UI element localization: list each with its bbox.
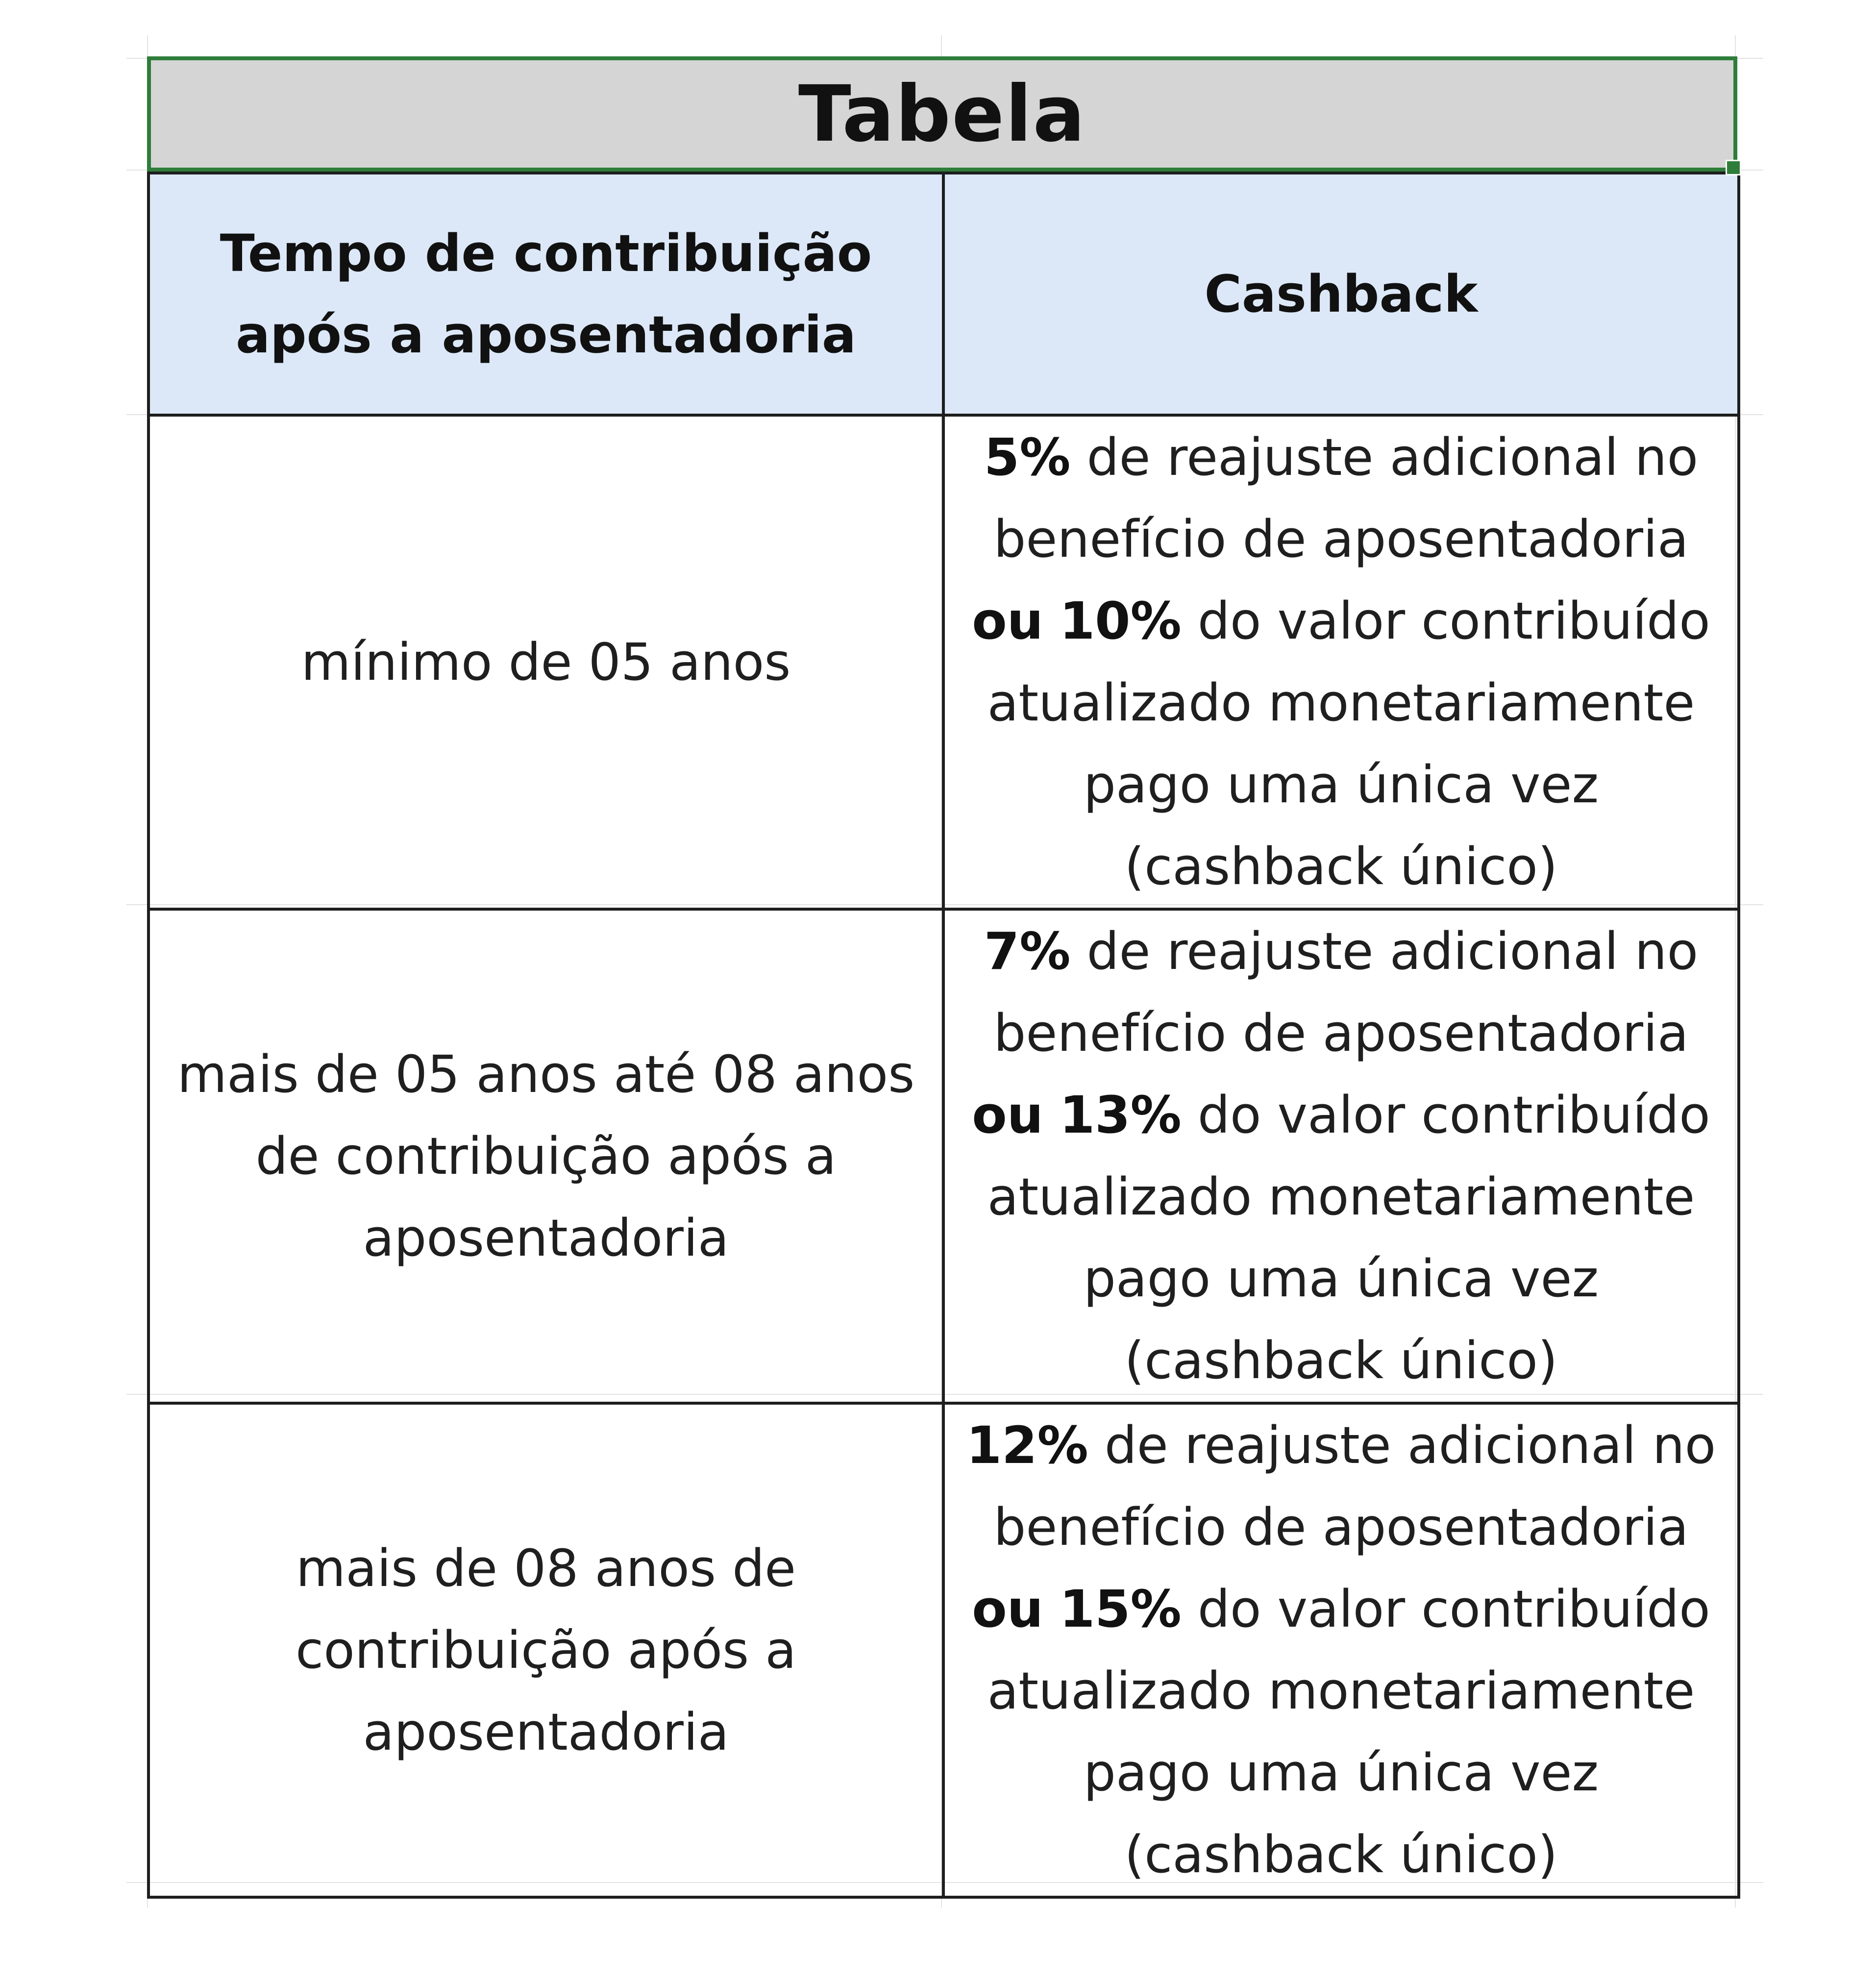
fill-handle[interactable] [1726, 160, 1741, 175]
pct-valor: 13% [1059, 1085, 1182, 1145]
pct-valor: 10% [1059, 591, 1182, 651]
cashback-table [147, 172, 1740, 1899]
connector-ou: ou [972, 1579, 1043, 1639]
cell-cashback[interactable] [943, 1403, 1739, 1897]
header-cell-cashback[interactable]: Cashback [943, 173, 1739, 415]
text-valor: do valor contribuído atualizado monetariamente pago uma única vez (cashback único) [987, 591, 1710, 896]
cell-cashback[interactable] [943, 909, 1739, 1403]
pct-reajuste: 5% [984, 427, 1071, 487]
connector-ou: ou [972, 1085, 1043, 1145]
table-row [148, 909, 1739, 1403]
pct-valor: 15% [1059, 1579, 1182, 1639]
connector-ou: ou [972, 591, 1043, 651]
table-row [148, 1403, 1739, 1897]
spreadsheet-table [147, 56, 1737, 1899]
table-title: Tabela [798, 69, 1086, 159]
text-reajuste: de reajuste adicional no benefício de aposentadoria [993, 921, 1699, 1063]
title-cell[interactable] [147, 56, 1737, 172]
text-valor: do valor contribuído atualizado monetariamente pago uma única vez (cashback único) [987, 1579, 1710, 1884]
text-reajuste: de reajuste adicional no benefício de aposentadoria [993, 1415, 1716, 1557]
pct-reajuste: 7% [984, 921, 1071, 981]
header-row [148, 173, 1739, 415]
cell-cashback[interactable] [943, 415, 1739, 909]
pct-reajuste: 12% [966, 1415, 1088, 1475]
text-reajuste: de reajuste adicional no benefício de aposentadoria [993, 427, 1699, 569]
cell-time[interactable]: mais de 05 anos até 08 anos de contribuição após a aposentadoria [148, 909, 943, 1403]
cell-time[interactable]: mais de 08 anos de contribuição após a aposentadoria [148, 1403, 943, 1897]
header-cell-time[interactable]: Tempo de contribuição após a aposentadoria [148, 173, 943, 415]
cell-time[interactable]: mínimo de 05 anos [148, 415, 943, 909]
table-row [148, 415, 1739, 909]
text-valor: do valor contribuído atualizado monetariamente pago uma única vez (cashback único) [987, 1085, 1710, 1390]
